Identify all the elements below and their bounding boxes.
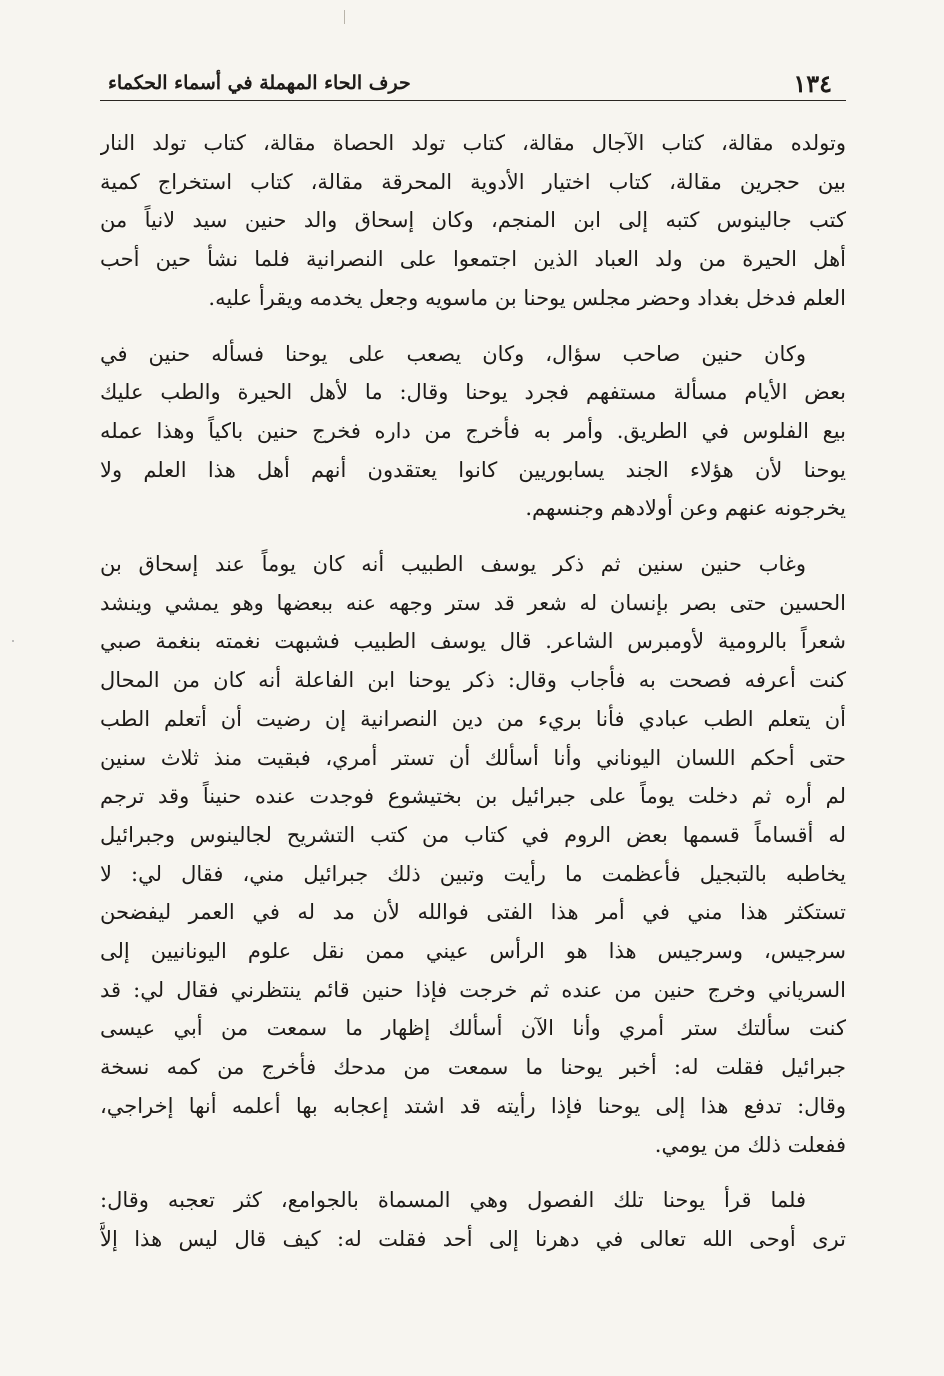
text-line: لم أره ثم دخلت يوماً على جبرائيل بن بختيشوع فوجدت عنده حنيناً وقد ترجم	[100, 784, 846, 809]
paragraph-3	[100, 545, 846, 1164]
text-line: بعض الأيام مسألة مستفهم فجرد يوحنا وقال: ما لأهل الحيرة والطب عليك	[100, 380, 846, 405]
page-number: ١٣٤	[793, 68, 832, 98]
text-line: وغاب حنين سنين ثم ذكر يوسف الطبيب أنه كان يوماً عند إسحاق بن	[100, 552, 806, 577]
page-header	[100, 66, 846, 101]
text-line: أن يتعلم الطب عبادي فأنا بريء من دين النصرانية إن رضيت أن أتعلم الطب	[100, 706, 846, 731]
text-line: حتى أحكم اللسان اليوناني وأنا أسألك أن تستر أمري، فبقيت منذ ثلاث سنين	[100, 745, 846, 770]
text-line: الحسين حتى بصر بإنسان له شعر قد ستر وجهه عنه ببعضها وهو يمشي وينشد	[100, 590, 846, 615]
text-line: ترى أوحى الله تعالى في دهرنا إلى أحد فقلت له: كيف قال ليس هذا إلاَّ	[100, 1226, 846, 1251]
text-line: سرجيس، وسرجيس هذا هو الرأس عيني ممن نقل علوم اليونانيين إلى	[100, 939, 846, 964]
page-body	[100, 124, 846, 1276]
scan-mark	[344, 10, 345, 24]
text-line: السرياني وخرج حنين من عنده ثم خرجت فإذا حنين قائم ينتظرني فقال لي: قد	[100, 977, 846, 1002]
text-line: فلما قرأ يوحنا تلك الفصول وهي المسماة بالجوامع، كثر تعجبه وقال:	[100, 1188, 806, 1213]
paragraph-1	[100, 124, 846, 318]
text-line: العلم فدخل بغداد وحضر مجلس يوحنا بن ماسويه وجعل يخدمه ويقرأ عليه.	[208, 285, 846, 310]
text-line: وتولده مقالة، كتاب الآجال مقالة، كتاب تولد الحصاة مقالة، كتاب تولد النار	[100, 131, 846, 155]
scan-speck	[12, 640, 14, 642]
text-line: له أقساماً قسمها بعض الروم في كتاب من كتب التشريح لجالينوس وجبرائيل	[100, 822, 846, 847]
text-line: كتب جالينوس كتبه إلى ابن المنجم، وكان إسحاق والد حنين سيد لانياً من	[100, 208, 846, 233]
text-line: كنت أعرفه فصحت به فأجاب وقال: ذكر يوحنا ابن الفاعلة أنه كان من المحال	[100, 668, 846, 693]
text-line: وكان حنين صاحب سؤال، وكان يصعب على يوحنا فسأله حنين في	[100, 341, 806, 366]
text-line: تستكثر هذا مني في أمر هذا الفتى فوالله لأن مد له في العمر ليفضحن	[100, 900, 846, 925]
text-line: كنت سألتك ستر أمري وأنا الآن أسألك إظهار ما سمعت من أبي عيسى	[100, 1016, 846, 1041]
text-line: يوحنا لأن هؤلاء الجند يسابوريين كانوا يعتقدون أنهم أهل هذا العلم ولا	[100, 457, 846, 482]
text-line: يخاطبه بالتبجيل فأعظمت ما رأيت وتبين ذلك جبرائيل مني، فقال لي: لا	[100, 861, 846, 886]
text-line: يخرجونه عنهم وعن أولادهم وجنسهم.	[525, 496, 846, 521]
text-line: جبرائيل فقلت له: أخبر يوحنا ما سمعت من مدحك فأخرج من كمه نسخة	[100, 1055, 846, 1080]
text-line: ففعلت ذلك من يومي.	[654, 1132, 846, 1157]
text-line: أهل الحيرة من ولد العباد الذين اجتمعوا على النصرانية فلما نشأ حين أحب	[100, 247, 846, 272]
paragraph-4	[100, 1181, 846, 1258]
running-title: حرف الحاء المهملة في أسماء الحكماء	[108, 72, 411, 94]
paragraph-2	[100, 335, 846, 529]
text-line: وقال: تدفع هذا إلى يوحنا فإذا رأيته قد اشتد إعجابه بها أعلمه أنها إخراجي،	[100, 1093, 846, 1118]
text-line: بين حجرين مقالة، كتاب اختيار الأدوية المحرقة مقالة، كتاب استخراج كمية	[100, 169, 846, 194]
text-line: شعراً بالرومية لأومبرس الشاعر. قال يوسف الطبيب فشبهت نغمته بنغمة صبي	[100, 629, 846, 654]
text-line: بيع الفلوس في الطريق. وأمر به فأخرج من داره فخرج حنين باكياً وهذا عمله	[100, 418, 846, 443]
